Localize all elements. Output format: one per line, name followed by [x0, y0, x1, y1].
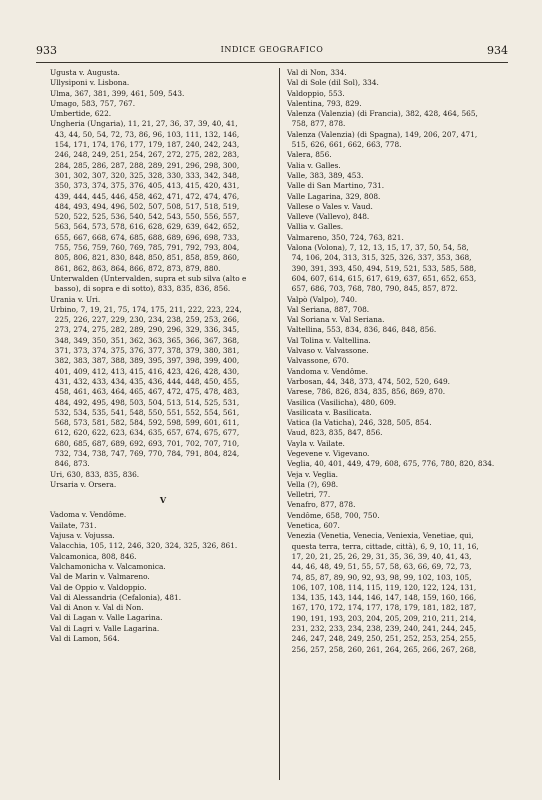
- index-line: Valenza (Valenzia) (di Francia), 382, 428, 464, 565,: [287, 109, 478, 119]
- index-line: Ursaria v. Orsera.: [50, 479, 117, 489]
- index-line: 43, 44, 50, 54, 72, 73, 86, 96, 103, 111, 132, 146,: [50, 129, 240, 139]
- index-line: Uri, 630, 833, 835, 836.: [50, 469, 140, 479]
- right-page-number: 934: [487, 44, 508, 57]
- index-line: Valle di San Martino, 731.: [287, 181, 385, 191]
- index-line: Valchamonicha v. Valcamonica.: [50, 561, 166, 571]
- index-line: 382, 383, 387, 388, 389, 395, 397, 398, 399, 400,: [50, 356, 240, 366]
- index-line: 655, 667, 668, 674, 685, 688, 689, 696, 698, 733,: [50, 232, 240, 242]
- index-line: Vendôme, 658, 700, 750.: [287, 510, 380, 520]
- section-letter: V: [159, 495, 167, 506]
- index-line: 154, 171, 174, 176, 177, 179, 187, 240, 242, 243,: [50, 140, 240, 150]
- index-line: Valpò (Valpo), 740.: [287, 294, 358, 304]
- right-column: [287, 68, 521, 655]
- index-line: 532, 534, 535, 541, 548, 550, 551, 552, 554, 561,: [50, 407, 240, 417]
- index-line: 439, 444, 445, 446, 458, 462, 471, 472, 474, 476,: [50, 191, 240, 201]
- index-line: 755, 756, 759, 760, 769, 785, 791, 792, 793, 804,: [50, 243, 240, 253]
- index-line: 106, 107, 108, 114, 115, 119, 120, 122, 124, 131,: [287, 582, 477, 592]
- index-line: 484, 493, 494, 496, 502, 507, 508, 517, 518, 519,: [50, 201, 240, 211]
- index-line: 604, 607, 614, 615, 617, 619, 637, 651, 652, 653,: [287, 273, 477, 283]
- index-line: Varbosan, 44, 348, 373, 474, 502, 520, 649.: [287, 376, 450, 386]
- index-line: 612, 620, 622, 623, 634, 635, 657, 674, 675, 677,: [50, 428, 240, 438]
- index-line: Val Seriana, 887, 708.: [287, 304, 370, 314]
- index-line: Valle Lagarina, 329, 808.: [287, 191, 381, 201]
- index-line: 568, 573, 581, 582, 584, 592, 598, 599, 601, 611,: [50, 418, 240, 428]
- index-line: 563, 564, 573, 578, 616, 628, 629, 639, 642, 652,: [50, 222, 240, 232]
- index-line: 371, 373, 374, 375, 376, 377, 378, 379, 380, 381,: [50, 346, 240, 356]
- index-line: Val di Sole (dil Sol), 334.: [287, 78, 379, 88]
- index-line: 390, 391, 393, 450, 494, 519, 521, 533, 585, 588,: [287, 263, 477, 273]
- index-line: Valmareno, 350, 724, 763, 821.: [287, 232, 404, 242]
- index-line: Vasilica (Vasilicha), 480, 609.: [287, 397, 397, 407]
- index-line: basso), di sopra e di sotto), 833, 835, 836, 856.: [50, 284, 231, 294]
- index-line: Ugusta v. Augusta.: [50, 68, 120, 77]
- left-column: [50, 68, 276, 644]
- index-line: Umago, 583, 757, 767.: [50, 98, 136, 108]
- index-line: 190, 191, 193, 203, 204, 205, 209, 210, 211, 214,: [287, 613, 477, 623]
- index-line: 431, 432, 433, 434, 435, 436, 444, 448, 450, 455,: [50, 376, 240, 386]
- index-line: Vandoma v. Vendôme.: [287, 366, 368, 376]
- index-line: Vaud, 823, 835, 847, 856.: [287, 428, 383, 438]
- index-line: 256, 257, 258, 260, 261, 264, 265, 266, 267, 268,: [287, 644, 477, 654]
- index-line: Valdoppio, 553.: [287, 88, 345, 98]
- index-line: Valvaso v. Valvassone.: [287, 346, 369, 356]
- index-line: 134, 135, 143, 144, 146, 147, 148, 159, 160, 166,: [287, 593, 477, 603]
- index-line: 167, 170, 172, 174, 177, 178, 179, 181, 182, 187,: [287, 603, 477, 613]
- index-line: 680, 685, 687, 689, 692, 693, 701, 702, 707, 710,: [50, 438, 240, 448]
- index-line: 246, 247, 248, 249, 250, 251, 252, 253, 254, 255,: [287, 634, 477, 644]
- index-line: Val de Oppio v. Valdoppio.: [50, 582, 147, 592]
- index-line: Val di Lagri v. Valle Lagarina.: [50, 623, 160, 633]
- index-line: 225, 226, 227, 229, 230, 234, 238, 259, 253, 266,: [50, 315, 240, 325]
- index-line: 861, 862, 863, 864, 866, 872, 873, 879, 880.: [50, 263, 221, 273]
- index-line: 515, 626, 661, 662, 663, 778.: [287, 140, 402, 150]
- index-line: Valera, 856.: [287, 150, 332, 160]
- index-line: Velletri, 77.: [287, 490, 331, 500]
- index-line: Valacchia, 105, 112, 246, 320, 324, 325, 326, 861.: [50, 541, 238, 551]
- index-line: 732, 734, 738, 747, 769, 770, 784, 791, 804, 824,: [50, 448, 240, 458]
- index-line: Vella (?), 698.: [287, 479, 339, 489]
- header-rule: [36, 62, 508, 63]
- index-line: Vatica (la Vaticha), 246, 328, 505, 854.: [287, 418, 432, 428]
- index-line: 44, 46, 48, 49, 51, 55, 57, 58, 63, 66, 69, 72, 73,: [287, 562, 472, 572]
- index-line: Varese, 786, 826, 834, 835, 856, 869, 870.: [287, 387, 446, 397]
- index-line: 657, 686, 703, 768, 780, 790, 845, 857, 872.: [287, 284, 458, 294]
- index-line: Vailate, 731.: [50, 520, 97, 530]
- index-line: Veja v. Veglia.: [287, 469, 338, 479]
- index-line: questa terra, terra, cittade, città), 6, 9, 10, 11, 16,: [287, 541, 479, 551]
- running-title: INDICE GEOGRAFICO: [220, 45, 324, 54]
- index-line: Vallese o Vales v. Vaud.: [287, 201, 373, 211]
- index-line: 846, 873.: [50, 459, 90, 469]
- index-line: Vasilicata v. Basilicata.: [287, 407, 372, 417]
- index-line: Val de Marin v. Valmareno.: [50, 572, 150, 582]
- index-line: 758, 877, 878.: [287, 119, 346, 129]
- left-page-number: 933: [36, 44, 57, 57]
- index-line: 520, 522, 525, 536, 540, 542, 543, 550, 556, 557,: [50, 212, 240, 222]
- index-line: Ungheria (Ungaria), 11, 21, 27, 36, 37, 39, 40, 41,: [50, 119, 238, 129]
- index-line: Vajusa v. Vojussa.: [50, 531, 115, 541]
- index-line: Vayla v. Vailate.: [287, 438, 345, 448]
- index-line: Vallia v. Galles.: [287, 222, 344, 232]
- index-line: Val di Lagan v. Valle Lagarina.: [50, 613, 163, 623]
- index-line: 284, 285, 286, 287, 288, 289, 291, 296, 298, 300,: [50, 160, 240, 170]
- index-line: Valona (Volona), 7, 12, 13, 15, 17, 37, 50, 54, 58,: [287, 243, 469, 253]
- index-line: 350, 373, 374, 375, 376, 405, 413, 415, 420, 431,: [50, 181, 240, 191]
- index-line: Urania v. Uri.: [50, 294, 101, 304]
- index-line: 805, 806, 821, 830, 848, 850, 851, 858, 859, 860,: [50, 253, 240, 263]
- index-line: Valtellina, 553, 834, 836, 846, 848, 856.: [287, 325, 437, 335]
- column-divider: [279, 68, 280, 780]
- page-header: [36, 44, 508, 62]
- index-line: Venafro, 877, 878.: [287, 500, 356, 510]
- index-line: Valcamonica, 808, 846.: [50, 551, 137, 561]
- index-line: 74, 85, 87, 89, 90, 92, 93, 98, 99, 102, 103, 105,: [287, 572, 472, 582]
- index-line: 231, 232, 233, 234, 238, 239, 240, 241, 244, 245,: [287, 624, 477, 634]
- index-line: Urbino, 7, 19, 21, 75, 174, 175, 211, 222, 223, 224,: [50, 304, 242, 314]
- index-line: Valle, 383, 389, 453.: [287, 170, 364, 180]
- index-line: 301, 302, 307, 320, 325, 328, 330, 333, 342, 348,: [50, 170, 240, 180]
- index-line: Valia v. Galles.: [287, 160, 341, 170]
- index-line: Valenza (Valenzia) (di Spagna), 149, 206, 207, 471,: [287, 129, 478, 139]
- index-line: 348, 349, 350, 351, 362, 363, 365, 366, 367, 368,: [50, 335, 240, 345]
- index-line: Veglia, 40, 401, 449, 479, 608, 675, 776, 780, 820, 834.: [287, 459, 495, 469]
- index-line: Venetica, 607.: [287, 521, 340, 531]
- index-line: Val Tolina v. Valtellina.: [287, 335, 371, 345]
- index-line: Val di Lamon, 564.: [50, 634, 120, 644]
- index-line: 17, 20, 21, 25, 26, 29, 31, 35, 36, 39, 40, 41, 43,: [287, 551, 472, 561]
- index-line: 273, 274, 275, 282, 289, 290, 296, 329, 336, 345,: [50, 325, 240, 335]
- index-line: 458, 461, 463, 464, 465, 467, 472, 475, 478, 483,: [50, 387, 240, 397]
- index-line: Ulma, 367, 381, 399, 461, 509, 543.: [50, 88, 185, 98]
- index-line: Valvassone, 670.: [287, 356, 349, 366]
- index-line: Val Soriana v. Val Seriana.: [287, 315, 385, 325]
- index-line: Umbertide, 622.: [50, 109, 112, 119]
- index-line: Valleve (Vallevo), 848.: [287, 212, 370, 222]
- index-line: Ullysiponi v. Lisbona.: [50, 78, 130, 88]
- index-line: 246, 248, 249, 251, 254, 267, 272, 275, 282, 283,: [50, 150, 240, 160]
- index-line: Valentina, 793, 829.: [287, 98, 362, 108]
- index-line: Val di Non, 334.: [287, 68, 347, 77]
- index-line: Unterwalden (Untervalden, supra et sub silva (alto e: [50, 273, 247, 283]
- index-line: Val di Anon v. Val di Non.: [50, 603, 144, 613]
- index-line: Venezia (Venetia, Venecia, Veniexia, Venetiae, qui,: [287, 531, 474, 541]
- index-line: 401, 409, 412, 413, 415, 416, 423, 426, 428, 430,: [50, 366, 240, 376]
- index-line: Val di Alessandria (Cefalonia), 481.: [50, 592, 182, 602]
- index-line: Vadoma v. Vendôme.: [50, 510, 127, 520]
- index-line: 74, 106, 204, 313, 315, 325, 326, 337, 353, 368,: [287, 253, 472, 263]
- index-line: 484, 492, 495, 498, 503, 504, 513, 514, 525, 531,: [50, 397, 240, 407]
- index-line: Vegevene v. Vigevano.: [287, 448, 370, 458]
